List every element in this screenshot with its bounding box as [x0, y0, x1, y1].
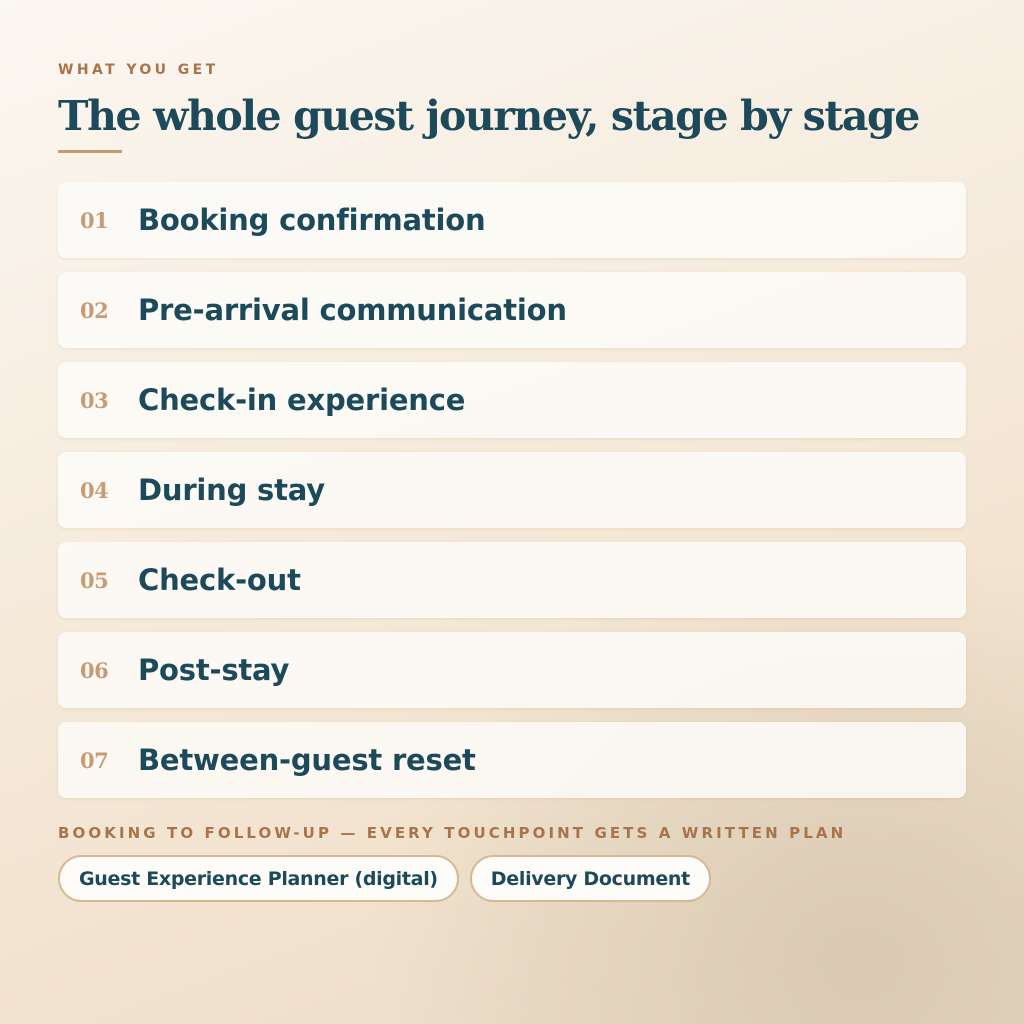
stage-card-1: [58, 182, 966, 258]
stage-label: Check-in experience: [138, 383, 466, 417]
stage-label: Between-guest reset: [138, 743, 476, 777]
stage-card-4: [58, 452, 966, 528]
stage-number: 01: [80, 207, 109, 233]
stage-card-7: [58, 722, 966, 798]
stage-number: 06: [80, 657, 109, 683]
stage-number: 07: [80, 747, 109, 773]
page-title: The whole guest journey, stage by stage: [58, 92, 919, 140]
chip-delivery-document: Delivery Document: [470, 855, 711, 902]
chip-guest-experience-planner: Guest Experience Planner (digital): [58, 855, 459, 902]
deliverable-chips: [58, 855, 711, 902]
stage-number: 05: [80, 567, 109, 593]
stage-card-2: [58, 272, 966, 348]
stage-label: Booking confirmation: [138, 203, 486, 237]
stage-label: Pre-arrival communication: [138, 293, 567, 327]
stage-label: During stay: [138, 473, 325, 507]
stage-card-3: [58, 362, 966, 438]
eyebrow-label: WHAT YOU GET: [58, 62, 219, 78]
stage-list: [58, 182, 966, 812]
stage-label: Post-stay: [138, 653, 290, 687]
stage-card-6: [58, 632, 966, 708]
stage-card-5: [58, 542, 966, 618]
stage-number: 03: [80, 387, 109, 413]
stage-number: 02: [80, 297, 109, 323]
footer-tagline: BOOKING TO FOLLOW-UP — EVERY TOUCHPOINT GETS A WRITTEN PLAN: [58, 824, 847, 842]
stage-number: 04: [80, 477, 109, 503]
title-underline: [58, 150, 122, 153]
stage-label: Check-out: [138, 563, 301, 597]
